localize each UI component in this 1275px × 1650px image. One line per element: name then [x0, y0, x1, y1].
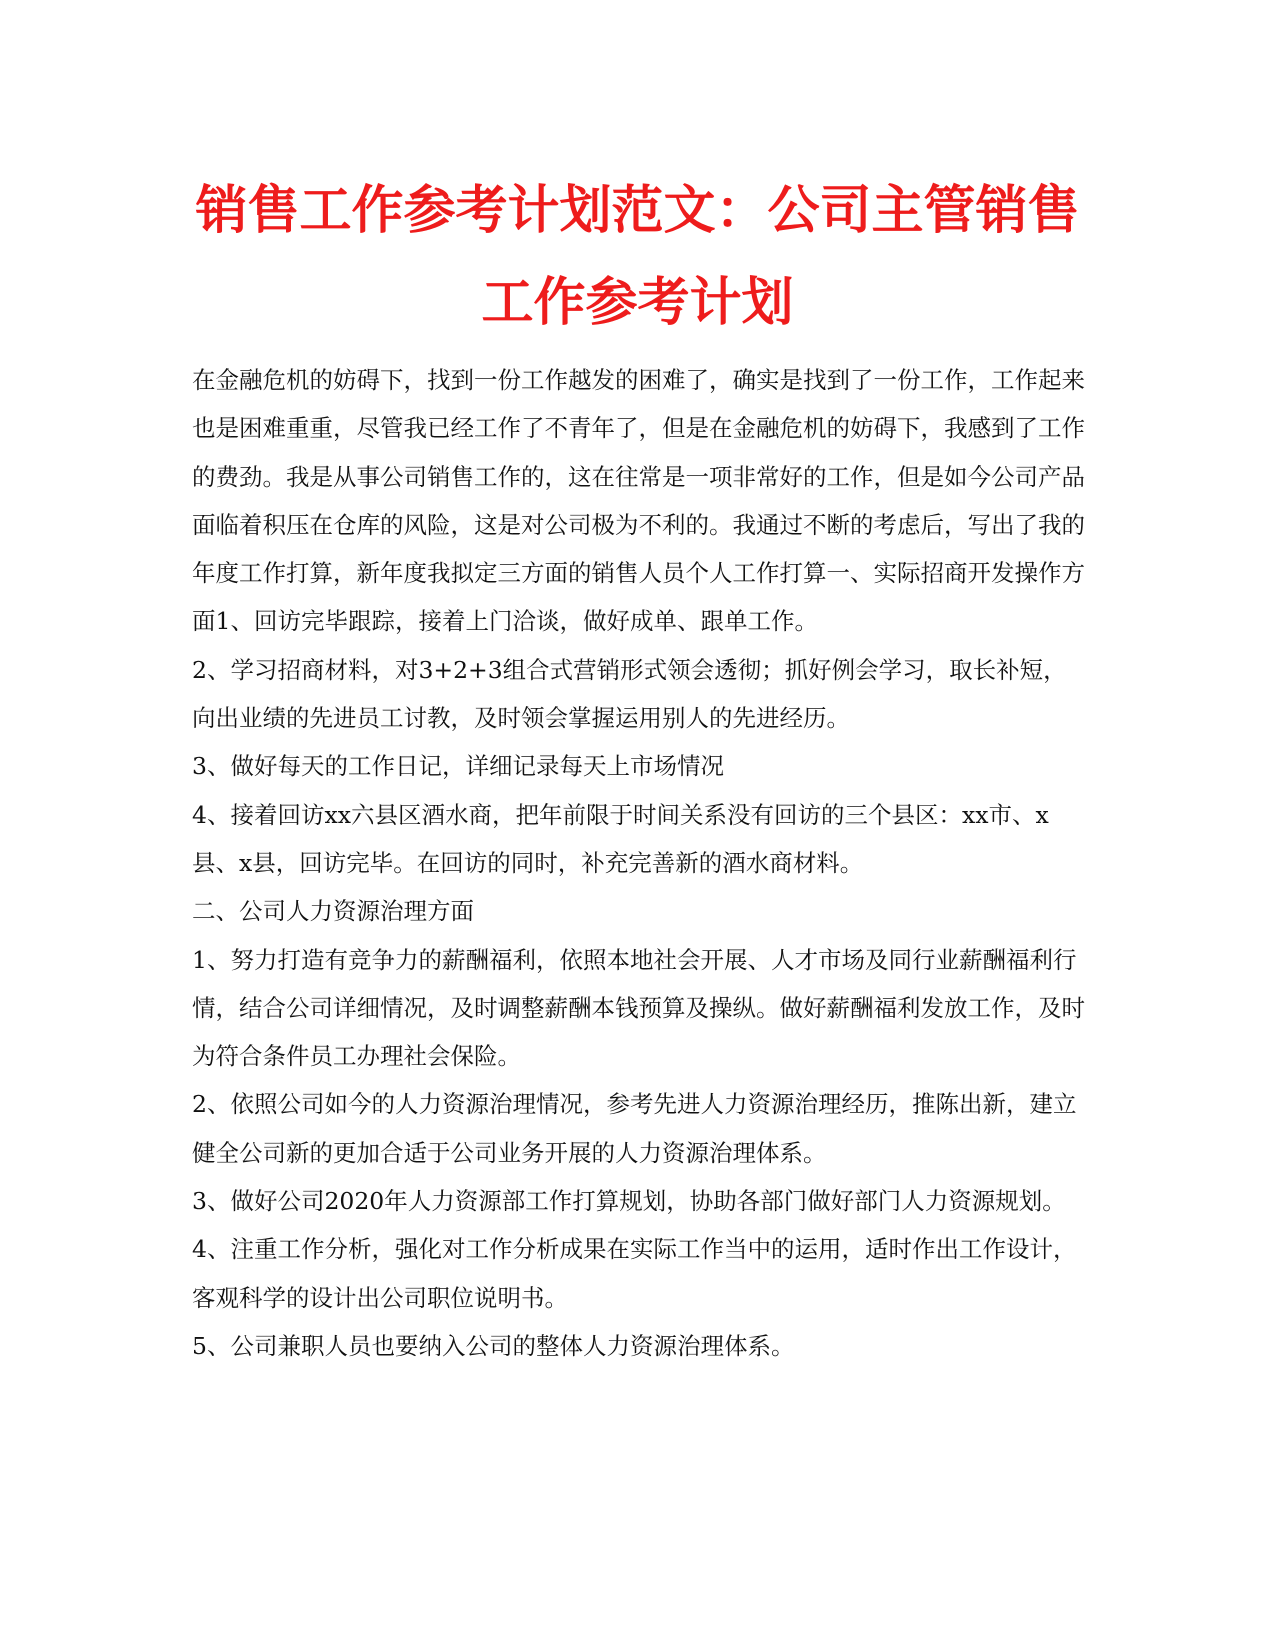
section-heading-hr: 二、公司人力资源治理方面 [192, 897, 474, 926]
paragraph-hr-4: 4、注重工作分析，强化对工作分析成果在实际工作当中的运用，适时作出工作设计，客观科学的设计出公司职位说明书。 [192, 1235, 1077, 1312]
paragraph-intro: 在金融危机的妨碍下，找到一份工作越发的困难了，确实是找到了一份工作，工作起来也是困难重重，尽管我已经工作了不青年了，但是在金融危机的妨碍下，我感到了工作的费劲。我是从事公司销售工作的，这在往常是一项非常好的工作，但是如今公司产品面临着积压在仓库的风险，这是对公司极为不利的。我通过不断的考虑后，写出了我的年度工作打算，新年度我拟定三方面的销售人员个人工作打算一、实际招商开发操作方面1、回访完毕跟踪，接着上门洽谈，做好成单、跟单工作。 [192, 366, 1085, 636]
paragraph-item-3: 3、做好每天的工作日记，详细记录每天上市场情况 [192, 752, 724, 781]
document-body [192, 356, 1088, 1370]
paragraph-item-4: 4、接着回访xx六县区酒水商，把年前限于时间关系没有回访的三个县区：xx市、x县、x县，回访完毕。在回访的同时，补充完善新的酒水商材料。 [192, 800, 1049, 877]
paragraph-item-2: 2、学习招商材料，对3+2+3组合式营销形式领会透彻；抓好例会学习，取长补短，向出业绩的先进员工讨教，及时领会掌握运用别人的先进经历。 [192, 655, 1067, 733]
paragraph-hr-3: 3、做好公司2020年人力资源部工作打算规划，协助各部门做好部门人力资源规划。 [192, 1187, 1066, 1216]
paragraph-hr-2: 2、依照公司如今的人力资源治理情况，参考先进人力资源治理经历，推陈出新，建立健全公司新的更加合适于公司业务开展的人力资源治理体系。 [192, 1090, 1077, 1167]
paragraph-hr-5: 5、公司兼职人员也要纳入公司的整体人力资源治理体系。 [192, 1331, 795, 1360]
paragraph-hr-1: 1、努力打造有竞争力的薪酬福利，依照本地社会开展、人才市场及同行业薪酬福利行情，结合公司详细情况，及时调整薪酬本钱预算及操纵。做好薪酬福利发放工作，及时为符合条件员工办理社会保险。 [192, 945, 1085, 1071]
document-title: 销售工作参考计划范文：公司主管销售工作参考计划 [195, 181, 1080, 333]
